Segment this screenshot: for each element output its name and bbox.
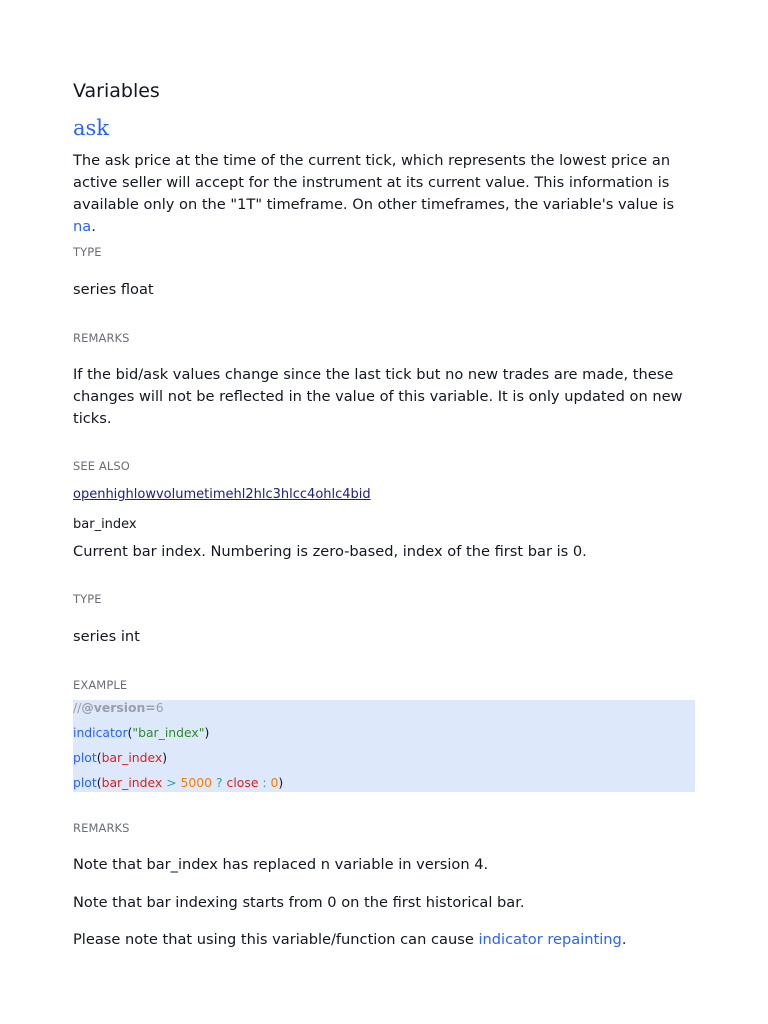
code-string: "bar_index" (132, 725, 205, 740)
ask-remarks (73, 364, 695, 430)
code-version-directive: @version= (81, 700, 156, 715)
code-paren: ( (127, 725, 133, 740)
code-op-ternary: ? (212, 775, 227, 790)
code-num-5000: 5000 (180, 775, 213, 790)
indicator-repainting-link[interactable]: indicator repainting (478, 931, 622, 948)
bar-index-remarks-label: REMARKS (73, 821, 130, 835)
section-title: Variables (73, 80, 160, 102)
code-func-indicator: indicator (73, 725, 128, 740)
bar-index-description: Current bar index. Numbering is zero-based, index of the first bar is 0. (73, 543, 587, 560)
ask-description-period: . (91, 218, 96, 235)
example-label: EXAMPLE (73, 678, 128, 692)
code-op-gt: > (162, 775, 181, 790)
remark-1: Note that bar_index has replaced n variable in version 4. (73, 856, 489, 873)
code-var-close: close (226, 775, 259, 790)
code-line-3 (73, 750, 167, 765)
code-paren: ( (96, 775, 102, 790)
code-paren: ) (278, 775, 284, 790)
code-line-2 (73, 725, 209, 740)
na-link[interactable]: na (73, 218, 92, 235)
code-example (73, 700, 695, 792)
bar-index-name: bar_index (73, 517, 137, 532)
code-var-bar-index: bar_index (101, 775, 163, 790)
ask-type-value: series float (73, 281, 154, 298)
remark-3 (73, 931, 626, 948)
remark-2: Note that bar indexing starts from 0 on the first historical bar. (73, 894, 525, 911)
code-op-colon: : (258, 775, 271, 790)
code-paren: ( (96, 750, 102, 765)
bar-index-type-value: series int (73, 628, 140, 645)
ask-description-line-3 (73, 194, 695, 238)
code-version-number: 6 (155, 700, 164, 715)
bar-index-type-label: TYPE (73, 592, 102, 606)
ask-type-label: TYPE (73, 245, 102, 259)
variable-name-ask: ask (73, 116, 110, 140)
code-paren: ) (162, 750, 168, 765)
code-line-1 (73, 700, 164, 715)
ask-description-text: available only on the "1T" timeframe. On other timeframes, the variable's value is (73, 196, 675, 213)
code-var-bar-index: bar_index (101, 750, 163, 765)
remark-3-text: Please note that using this variable/function can cause (73, 931, 479, 948)
remark-3-period: . (621, 931, 627, 948)
code-paren: ) (204, 725, 210, 740)
ask-description-line-2: active seller will accept for the instrument at its current value. This information is (73, 174, 670, 191)
ask-remarks-line-3: ticks. (73, 410, 112, 427)
code-comment-slashes: // (73, 700, 82, 715)
ask-remarks-line-2: changes will not be reflected in the value of this variable. It is only updated on new (73, 388, 683, 405)
ask-remarks-line-1: If the bid/ask values change since the last tick but no new trades are made, these (73, 366, 674, 383)
code-func-plot: plot (73, 775, 97, 790)
code-num-zero: 0 (270, 775, 279, 790)
ask-description-line-1: The ask price at the time of the current tick, which represents the lowest price an (73, 152, 671, 169)
see-also-label: SEE ALSO (73, 459, 130, 473)
see-also-link[interactable]: openhighlowvolumetimehl2hlc3hlcc4ohlc4bid (73, 487, 371, 502)
code-line-4 (73, 775, 283, 790)
ask-description (73, 150, 695, 238)
ask-remarks-label: REMARKS (73, 331, 130, 345)
code-func-plot: plot (73, 750, 97, 765)
